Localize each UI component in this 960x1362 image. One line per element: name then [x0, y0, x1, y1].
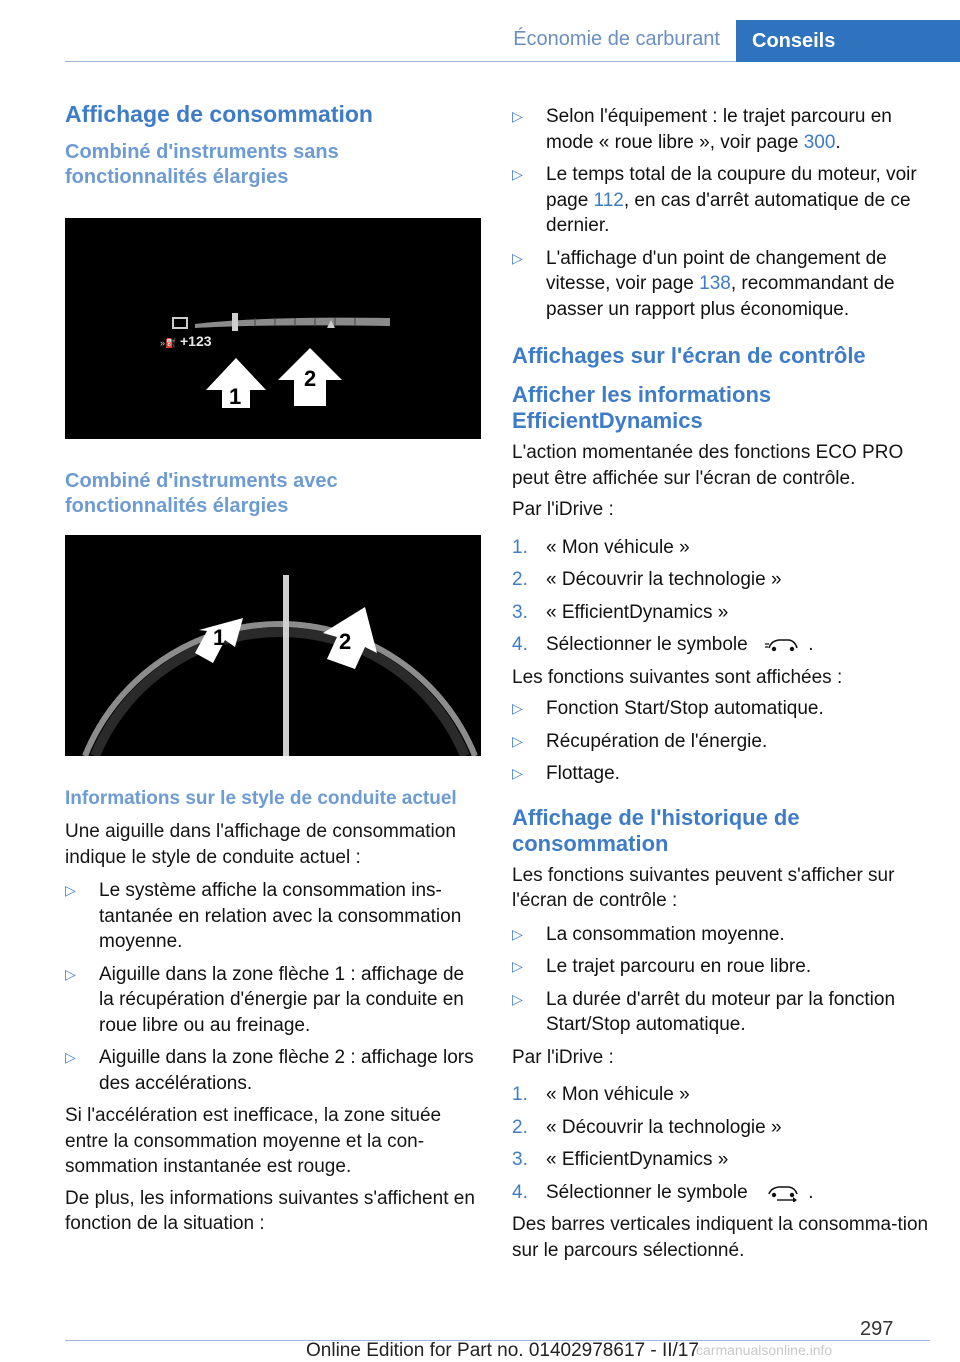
- list-item: ▷ Aiguille dans la zone flèche 1 : affichage de la récupération d'énergie par la conduite en roue libre ou au freinage.: [65, 963, 465, 1036]
- needle-icon: [232, 313, 238, 331]
- driving-style-list: [65, 878, 481, 1096]
- functions-shown-intro: Les fonctions suivantes sont affichées :: [512, 666, 843, 688]
- list-item: ▷ Récupération de l'énergie.: [512, 729, 930, 755]
- list-item: 1. « Mon véhicule »: [512, 1084, 690, 1105]
- watermark: carmanualsonline.info: [696, 1342, 833, 1358]
- car-eco-symbol-icon: [763, 635, 803, 655]
- extended-cluster-illustration: [65, 535, 481, 756]
- inefficient-acceleration-note: Si l'accélération est inefficace, la zone située entre la consommation moyenne et la con-sommation instantanée est rouge.: [65, 1105, 442, 1177]
- bullet-marker-icon: ▷: [512, 166, 523, 182]
- idrive-label-b: Par l'iDrive :: [512, 1046, 614, 1068]
- list-item: ▷ Aiguille dans la zone flèche 2 : affichage lors des accélérations.: [65, 1047, 474, 1094]
- subheading-consumption-history: Affichage de l'historique de consommation: [512, 804, 800, 856]
- bullet-marker-icon: ▷: [512, 700, 523, 716]
- list-item: ▷ Selon l'équipement : le trajet parcouru en mode « roue libre », voir page 300.: [512, 106, 892, 153]
- bullet-marker-icon: ▷: [65, 1049, 76, 1065]
- header-rule: [65, 61, 736, 62]
- subheading-standard-cluster: Combiné d'instruments sans fonctionnalités élargies: [65, 141, 339, 188]
- list-item: 3. « EfficientDynamics »: [512, 601, 729, 623]
- list-item: 1. « Mon véhicule »: [512, 536, 690, 558]
- list-item: 2. « Découvrir la technologie »: [512, 569, 782, 590]
- left-column: [65, 100, 481, 1237]
- arrow-2-label: 2: [339, 629, 352, 654]
- readout-value: +123: [180, 333, 212, 349]
- page-number: 297: [860, 1318, 894, 1340]
- bullet-marker-icon: ▷: [512, 958, 523, 974]
- arrow-1-label: 1: [229, 384, 242, 409]
- page-header: [0, 0, 960, 62]
- bullet-marker-icon: ▷: [65, 882, 76, 898]
- bullet-marker-icon: ▷: [65, 965, 76, 982]
- efficientdynamics-intro: L'action momentanée des fonctions ECO PRO peut être affichée sur l'écran de contrôle.: [512, 442, 904, 489]
- steps-b: [512, 1082, 930, 1205]
- standard-cluster-illustration: [65, 218, 481, 439]
- subheading-extended-cluster: Combiné d'instruments avec fonctionnalités élargies: [65, 470, 338, 517]
- section-title-control-display: Affichages sur l'écran de contrôle: [512, 343, 866, 368]
- history-list: [512, 922, 930, 1038]
- bullet-marker-icon: ▷: [512, 108, 523, 124]
- driving-style-intro: Une aiguille dans l'affichage de consommation indique le style de conduite actuel :: [65, 821, 456, 868]
- subheading-driving-style: Informations sur le style de conduite actuel: [65, 788, 457, 809]
- list-item: ▷ Le temps total de la coupure du moteur, voir page 112, en cas d'arrêt automatique de ce dernier.: [512, 164, 917, 236]
- page-link-138[interactable]: 138: [699, 273, 731, 294]
- page-link-300[interactable]: 300: [803, 131, 836, 153]
- vertical-bars-note: Des barres verticales indiquent la consomma-tion sur le parcours sélectionné.: [512, 1214, 929, 1261]
- standard-cluster-photo: [65, 218, 481, 439]
- list-item: ▷ La consommation moyenne.: [512, 922, 930, 948]
- list-item: ▷ Le trajet parcouru en roue libre.: [512, 954, 930, 980]
- subheading-efficientdynamics: Afficher les informations EfficientDynamics: [512, 382, 772, 433]
- arrow-2-label: 2: [304, 366, 317, 391]
- list-item: 2. « Découvrir la technologie »: [512, 1116, 782, 1138]
- list-item: 4. Sélectionner le symbole .: [512, 1181, 814, 1203]
- page-link-112[interactable]: 112: [593, 189, 624, 211]
- header-chapter-tab: Conseils: [736, 20, 960, 62]
- extended-cluster-photo: [65, 535, 481, 756]
- arrow-1-label: 1: [213, 625, 226, 650]
- list-item: ▷ Fonction Start/Stop automatique.: [512, 696, 930, 722]
- section-title-consumption: Affichage de consommation: [65, 101, 373, 127]
- list-item: ▷ Flottage.: [512, 761, 930, 787]
- bullet-marker-icon: ▷: [512, 765, 523, 781]
- list-item: ▷ Le système affiche la consommation ins-tantanée en relation avec la consommation moyenne.: [65, 880, 462, 952]
- idrive-label-a: Par l'iDrive :: [512, 499, 614, 520]
- needle-icon: [283, 575, 289, 756]
- list-item: ▷ L'affichage d'un point de changement de vitesse, voir page 138, recommandant de passer un rapport plus économique.: [512, 247, 895, 320]
- right-column: [512, 104, 930, 1263]
- bullet-marker-icon: ▷: [512, 925, 523, 942]
- bullet-marker-icon: ▷: [512, 990, 523, 1007]
- list-item: 3. « EfficientDynamics »: [512, 1149, 729, 1170]
- bullet-marker-icon: ▷: [512, 249, 523, 266]
- list-item: ▷ La durée d'arrêt du moteur par la fonction Start/Stop automatique.: [512, 988, 896, 1035]
- car-history-symbol-icon: [763, 1182, 803, 1202]
- header-section-title: Économie de carburant: [513, 28, 720, 50]
- steps-a: [512, 535, 930, 658]
- situation-info-list: [512, 104, 930, 322]
- history-intro: Les fonctions suivantes peuvent s'afficher sur l'écran de contrôle :: [512, 864, 895, 911]
- edition-note: Online Edition for Part no. 01402978617 - II/17: [306, 1340, 699, 1361]
- functions-shown-list: [512, 696, 930, 787]
- svg-text:»⛽: »⛽: [160, 338, 177, 348]
- additional-info-intro: De plus, les informations suivantes s'affichent en fonction de la situation :: [65, 1187, 475, 1234]
- list-item: 4. Sélectionner le symbole .: [512, 634, 814, 655]
- bullet-marker-icon: ▷: [512, 732, 523, 749]
